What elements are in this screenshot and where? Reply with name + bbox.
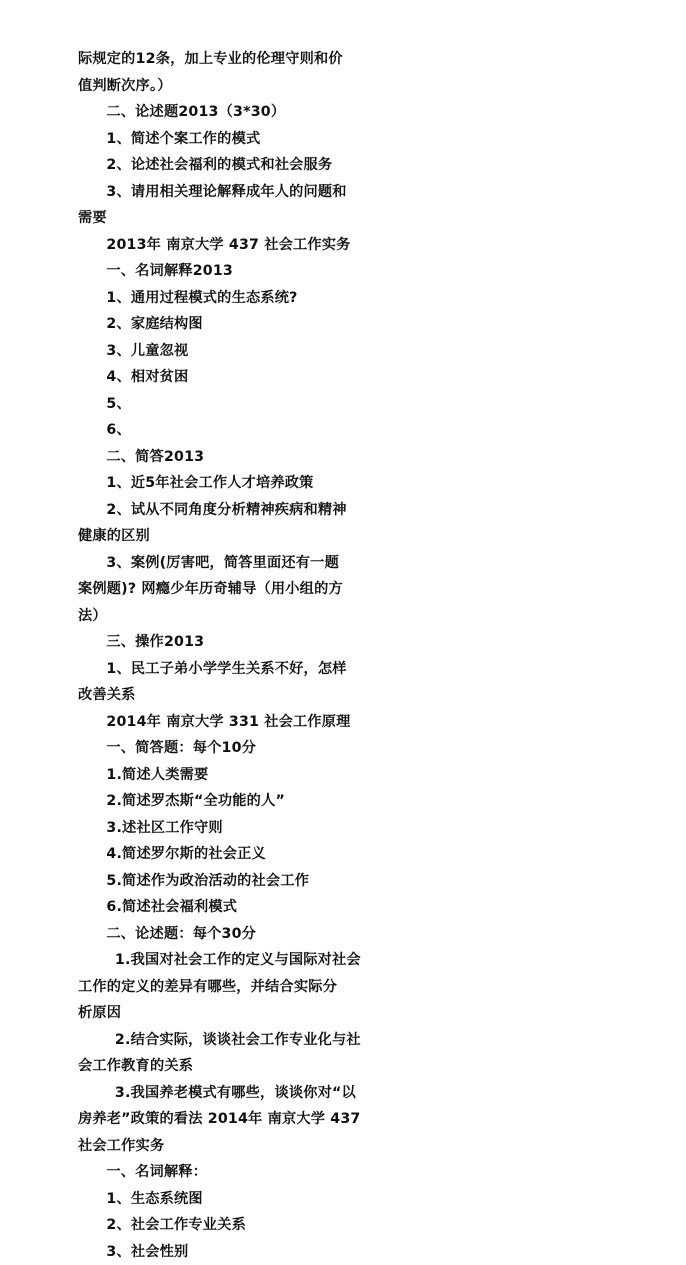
text-line: 3、儿童忽视 (78, 338, 616, 365)
text-line: 际规定的12条，加上专业的伦理守则和价 (78, 46, 616, 73)
text-line: 2、论述社会福利的模式和社会服务 (78, 152, 616, 179)
text-line-section-heading: 2014年 南京大学 331 社会工作原理 (78, 709, 616, 736)
text-line: 3、社会性别 (78, 1239, 616, 1265)
text-line: 二、论述题：每个30分 (78, 921, 616, 948)
text-line: 2、家庭结构图 (78, 311, 616, 338)
text-line: 6.简述社会福利模式 (78, 894, 616, 921)
text-line: 2、社会工作专业关系 (78, 1212, 616, 1239)
text-line: 1.我国对社会工作的定义与国际对社会 (78, 947, 616, 974)
text-line: 5、 (78, 391, 616, 418)
text-line: 三、操作2013 (78, 629, 616, 656)
text-line: 值判断次序。） (78, 73, 616, 100)
text-line: 房养老”政策的看法 2014年 南京大学 437 (78, 1106, 616, 1133)
text-line: 工作的定义的差异有哪些，并结合实际分 (78, 974, 616, 1001)
text-line: 1、通用过程模式的生态系统? (78, 285, 616, 312)
text-line: 改善关系 (78, 682, 616, 709)
text-line: 案例题)? 网瘾少年历奇辅导（用小组的方 (78, 576, 616, 603)
text-line: 2、试从不同角度分析精神疾病和精神 (78, 497, 616, 524)
text-line: 1、近5年社会工作人才培养政策 (78, 470, 616, 497)
text-line: 1、简述个案工作的模式 (78, 126, 616, 153)
text-line: 一、名词解释： (78, 1159, 616, 1186)
text-line: 会工作教育的关系 (78, 1053, 616, 1080)
text-line-section-heading: 2013年 南京大学 437 社会工作实务 (78, 232, 616, 259)
text-line: 健康的区别 (78, 523, 616, 550)
text-line: 6、 (78, 417, 616, 444)
text-line: 析原因 (78, 1000, 616, 1027)
text-line: 2.简述罗杰斯“全功能的人” (78, 788, 616, 815)
text-line: 3、案例(厉害吧，简答里面还有一题 (78, 550, 616, 577)
text-line: 法） (78, 603, 616, 630)
text-line: 二、简答2013 (78, 444, 616, 471)
text-line: 需要 (78, 205, 616, 232)
text-line: 1、生态系统图 (78, 1186, 616, 1213)
text-line: 4.简述罗尔斯的社会正义 (78, 841, 616, 868)
text-line: 5.简述作为政治活动的社会工作 (78, 868, 616, 895)
text-line: 4、相对贫困 (78, 364, 616, 391)
text-line: 3.述社区工作守则 (78, 815, 616, 842)
text-line: 3、请用相关理论解释成年人的问题和 (78, 179, 616, 206)
text-line: 3.我国养老模式有哪些，谈谈你对“以 (78, 1080, 616, 1107)
text-line: 社会工作实务 (78, 1133, 616, 1160)
text-line: 一、简答题：每个10分 (78, 735, 616, 762)
text-line: 1、民工子弟小学学生关系不好，怎样 (78, 656, 616, 683)
text-line: 二、论述题2013（3*30） (78, 99, 616, 126)
text-line: 1.简述人类需要 (78, 762, 616, 789)
text-line: 一、名词解释2013 (78, 258, 616, 285)
document-text-body (78, 46, 616, 1265)
text-line: 2.结合实际，谈谈社会工作专业化与社 (78, 1027, 616, 1054)
